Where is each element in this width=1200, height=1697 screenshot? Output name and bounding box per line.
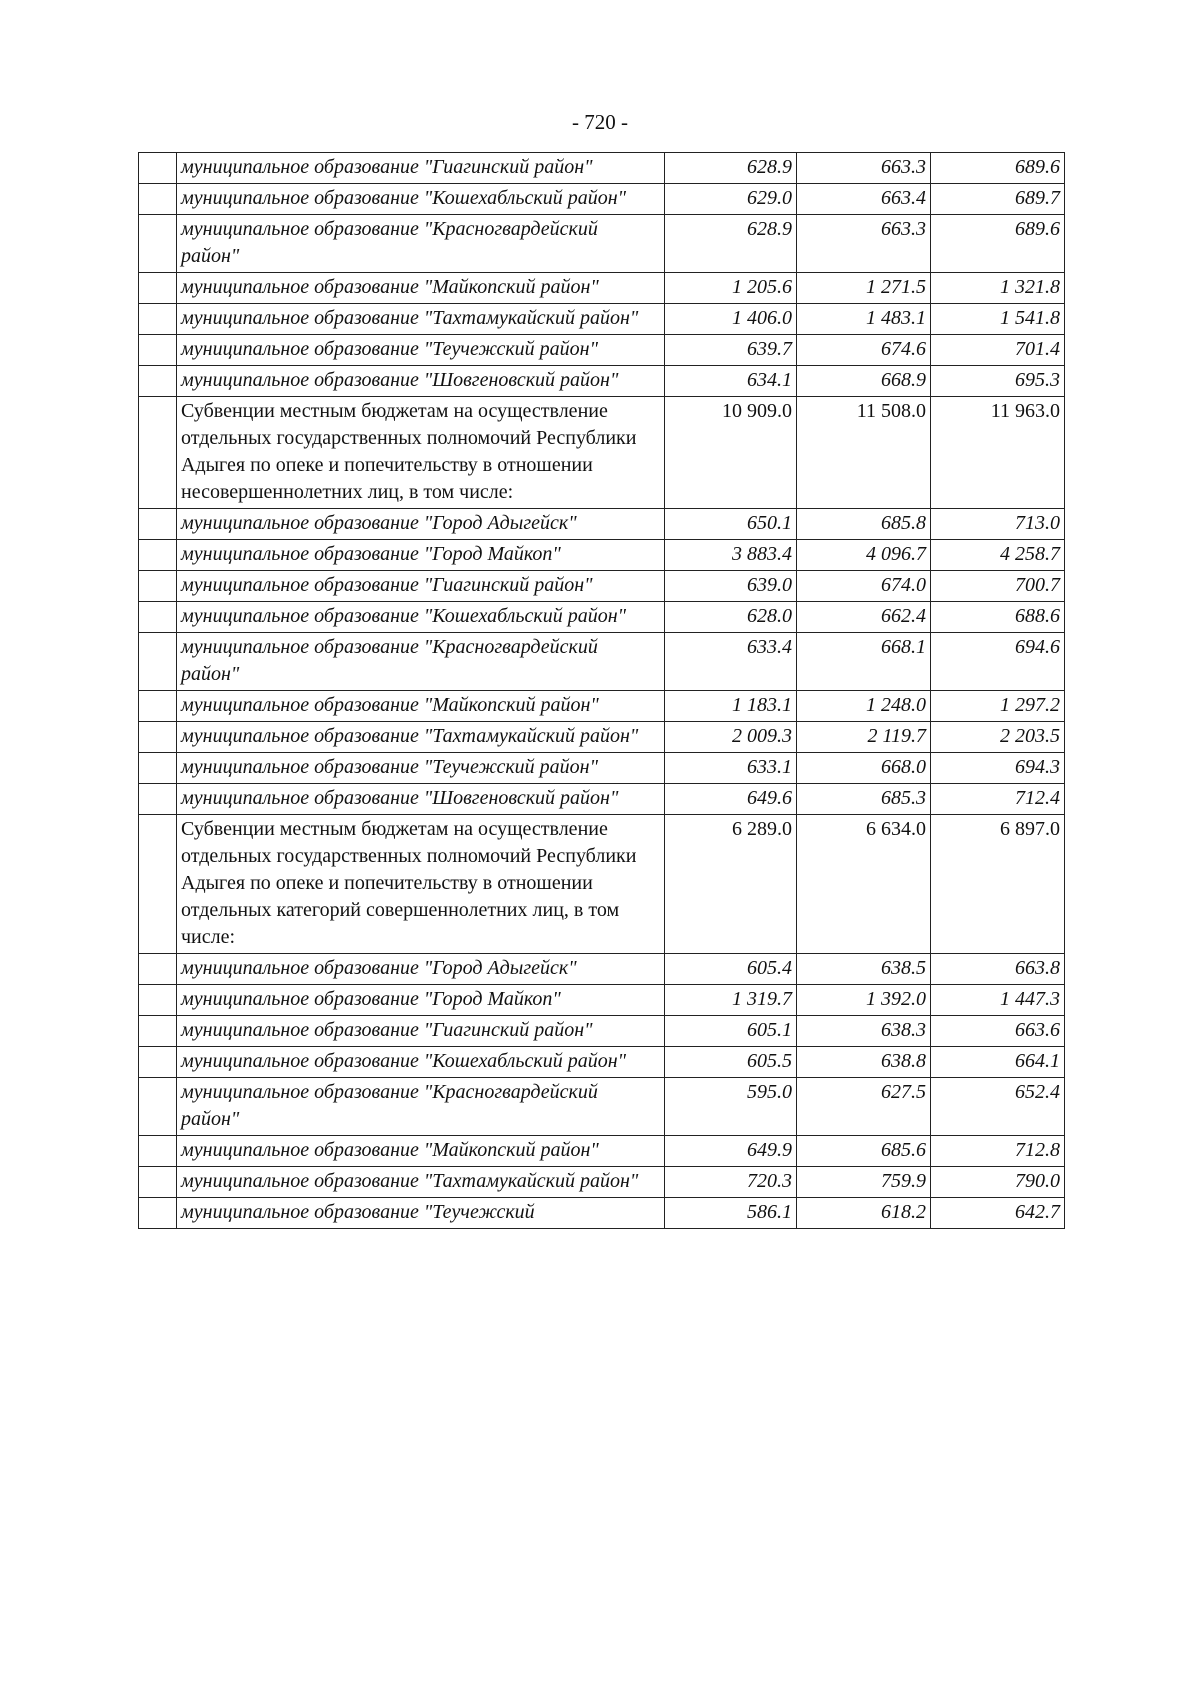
row-index-cell bbox=[139, 722, 177, 753]
municipality-name-cell: муниципальное образование "Кошехабльский район" bbox=[177, 184, 665, 215]
table-row-subvention-total bbox=[139, 397, 1065, 509]
row-index-cell bbox=[139, 691, 177, 722]
municipality-name-cell: муниципальное образование "Гиагинский район" bbox=[177, 571, 665, 602]
value-cell-year-1: 628.9 bbox=[665, 215, 797, 273]
value-cell-year-3: 790.0 bbox=[931, 1167, 1065, 1198]
value-cell-year-2: 618.2 bbox=[797, 1198, 931, 1229]
value-cell-year-3: 1 321.8 bbox=[931, 273, 1065, 304]
row-index-cell bbox=[139, 784, 177, 815]
value-cell-year-2: 668.1 bbox=[797, 633, 931, 691]
row-index-cell bbox=[139, 273, 177, 304]
table-row bbox=[139, 509, 1065, 540]
table-body bbox=[139, 153, 1065, 1229]
value-cell-year-2: 4 096.7 bbox=[797, 540, 931, 571]
table-row-subvention-total bbox=[139, 815, 1065, 954]
value-cell-year-1: 586.1 bbox=[665, 1198, 797, 1229]
value-cell-year-3: 694.3 bbox=[931, 753, 1065, 784]
value-cell-year-2: 638.5 bbox=[797, 954, 931, 985]
row-index-cell bbox=[139, 304, 177, 335]
value-cell-year-3: 663.6 bbox=[931, 1016, 1065, 1047]
value-cell-year-3: 689.7 bbox=[931, 184, 1065, 215]
table-row bbox=[139, 954, 1065, 985]
row-index-cell bbox=[139, 633, 177, 691]
value-cell-year-3: 701.4 bbox=[931, 335, 1065, 366]
value-cell-year-2: 663.4 bbox=[797, 184, 931, 215]
value-cell-year-2: 1 271.5 bbox=[797, 273, 931, 304]
value-cell-year-1: 605.5 bbox=[665, 1047, 797, 1078]
value-cell-year-1: 649.9 bbox=[665, 1136, 797, 1167]
table-row bbox=[139, 633, 1065, 691]
value-cell-year-2: 685.3 bbox=[797, 784, 931, 815]
table-row bbox=[139, 691, 1065, 722]
value-cell-year-1: 629.0 bbox=[665, 184, 797, 215]
municipality-name-cell: муниципальное образование "Город Майкоп" bbox=[177, 985, 665, 1016]
row-index-cell bbox=[139, 397, 177, 509]
subvention-name-cell: Субвенции местным бюджетам на осуществление отдельных государственных полномочий Республики Адыгея по опеке и попечительству в отношении отдельных категорий совершеннолетних лиц, в том числе: bbox=[177, 815, 665, 954]
table-row bbox=[139, 1167, 1065, 1198]
table-row bbox=[139, 571, 1065, 602]
table-row bbox=[139, 366, 1065, 397]
value-cell-year-2: 1 392.0 bbox=[797, 985, 931, 1016]
value-cell-year-2: 663.3 bbox=[797, 215, 931, 273]
municipality-name-cell: муниципальное образование "Майкопский район" bbox=[177, 691, 665, 722]
row-index-cell bbox=[139, 153, 177, 184]
value-cell-year-3: 4 258.7 bbox=[931, 540, 1065, 571]
municipality-name-cell: муниципальное образование "Красногвардейский район" bbox=[177, 633, 665, 691]
value-cell-year-1: 1 406.0 bbox=[665, 304, 797, 335]
value-cell-year-3: 694.6 bbox=[931, 633, 1065, 691]
row-index-cell bbox=[139, 540, 177, 571]
value-cell-year-1: 1 319.7 bbox=[665, 985, 797, 1016]
municipality-name-cell: муниципальное образование "Кошехабльский район" bbox=[177, 1047, 665, 1078]
municipality-name-cell: муниципальное образование "Теучежский район" bbox=[177, 753, 665, 784]
value-cell-year-1: 639.7 bbox=[665, 335, 797, 366]
value-cell-year-1: 650.1 bbox=[665, 509, 797, 540]
value-cell-year-3: 664.1 bbox=[931, 1047, 1065, 1078]
municipality-name-cell: муниципальное образование "Кошехабльский район" bbox=[177, 602, 665, 633]
municipality-name-cell: муниципальное образование "Шовгеновский район" bbox=[177, 366, 665, 397]
value-cell-year-1: 2 009.3 bbox=[665, 722, 797, 753]
value-cell-year-3: 652.4 bbox=[931, 1078, 1065, 1136]
table-row bbox=[139, 753, 1065, 784]
row-index-cell bbox=[139, 366, 177, 397]
value-cell-year-1: 595.0 bbox=[665, 1078, 797, 1136]
row-index-cell bbox=[139, 602, 177, 633]
municipality-name-cell: муниципальное образование "Майкопский район" bbox=[177, 273, 665, 304]
value-cell-year-2: 11 508.0 bbox=[797, 397, 931, 509]
value-cell-year-1: 1 183.1 bbox=[665, 691, 797, 722]
value-cell-year-1: 633.1 bbox=[665, 753, 797, 784]
municipality-name-cell: муниципальное образование "Тахтамукайский район" bbox=[177, 722, 665, 753]
value-cell-year-1: 633.4 bbox=[665, 633, 797, 691]
row-index-cell bbox=[139, 753, 177, 784]
table-row bbox=[139, 985, 1065, 1016]
value-cell-year-3: 689.6 bbox=[931, 153, 1065, 184]
value-cell-year-2: 1 248.0 bbox=[797, 691, 931, 722]
value-cell-year-2: 674.6 bbox=[797, 335, 931, 366]
value-cell-year-3: 689.6 bbox=[931, 215, 1065, 273]
municipality-name-cell: муниципальное образование "Город Адыгейск" bbox=[177, 509, 665, 540]
row-index-cell bbox=[139, 509, 177, 540]
row-index-cell bbox=[139, 1167, 177, 1198]
value-cell-year-3: 663.8 bbox=[931, 954, 1065, 985]
value-cell-year-2: 662.4 bbox=[797, 602, 931, 633]
value-cell-year-2: 685.8 bbox=[797, 509, 931, 540]
municipality-name-cell: муниципальное образование "Красногвардейский район" bbox=[177, 215, 665, 273]
value-cell-year-2: 668.9 bbox=[797, 366, 931, 397]
value-cell-year-2: 663.3 bbox=[797, 153, 931, 184]
value-cell-year-2: 2 119.7 bbox=[797, 722, 931, 753]
value-cell-year-3: 688.6 bbox=[931, 602, 1065, 633]
row-index-cell bbox=[139, 571, 177, 602]
value-cell-year-3: 1 447.3 bbox=[931, 985, 1065, 1016]
value-cell-year-1: 10 909.0 bbox=[665, 397, 797, 509]
value-cell-year-3: 712.8 bbox=[931, 1136, 1065, 1167]
value-cell-year-3: 642.7 bbox=[931, 1198, 1065, 1229]
value-cell-year-3: 11 963.0 bbox=[931, 397, 1065, 509]
value-cell-year-3: 713.0 bbox=[931, 509, 1065, 540]
municipality-name-cell: муниципальное образование "Красногвардейский район" bbox=[177, 1078, 665, 1136]
municipality-name-cell: муниципальное образование "Город Адыгейск" bbox=[177, 954, 665, 985]
municipality-name-cell: муниципальное образование "Теучежский район" bbox=[177, 335, 665, 366]
value-cell-year-3: 1 541.8 bbox=[931, 304, 1065, 335]
row-index-cell bbox=[139, 335, 177, 366]
row-index-cell bbox=[139, 815, 177, 954]
table-row bbox=[139, 184, 1065, 215]
municipality-name-cell: муниципальное образование "Гиагинский район" bbox=[177, 153, 665, 184]
row-index-cell bbox=[139, 215, 177, 273]
row-index-cell bbox=[139, 1078, 177, 1136]
row-index-cell bbox=[139, 954, 177, 985]
value-cell-year-1: 720.3 bbox=[665, 1167, 797, 1198]
municipality-name-cell: муниципальное образование "Майкопский район" bbox=[177, 1136, 665, 1167]
value-cell-year-2: 685.6 bbox=[797, 1136, 931, 1167]
table-row bbox=[139, 215, 1065, 273]
table-row bbox=[139, 784, 1065, 815]
value-cell-year-1: 634.1 bbox=[665, 366, 797, 397]
municipality-name-cell: муниципальное образование "Тахтамукайский район" bbox=[177, 304, 665, 335]
row-index-cell bbox=[139, 1198, 177, 1229]
row-index-cell bbox=[139, 1016, 177, 1047]
page-number: - 720 - bbox=[572, 110, 628, 134]
table-row bbox=[139, 540, 1065, 571]
value-cell-year-3: 6 897.0 bbox=[931, 815, 1065, 954]
value-cell-year-1: 1 205.6 bbox=[665, 273, 797, 304]
table-row bbox=[139, 1198, 1065, 1229]
value-cell-year-3: 695.3 bbox=[931, 366, 1065, 397]
row-index-cell bbox=[139, 1047, 177, 1078]
value-cell-year-2: 638.8 bbox=[797, 1047, 931, 1078]
value-cell-year-2: 759.9 bbox=[797, 1167, 931, 1198]
value-cell-year-2: 638.3 bbox=[797, 1016, 931, 1047]
municipality-name-cell: муниципальное образование "Гиагинский район" bbox=[177, 1016, 665, 1047]
budget-table bbox=[138, 152, 1065, 1229]
table-row bbox=[139, 335, 1065, 366]
value-cell-year-3: 700.7 bbox=[931, 571, 1065, 602]
table-row bbox=[139, 602, 1065, 633]
row-index-cell bbox=[139, 184, 177, 215]
value-cell-year-2: 674.0 bbox=[797, 571, 931, 602]
value-cell-year-1: 628.0 bbox=[665, 602, 797, 633]
municipality-name-cell: муниципальное образование "Город Майкоп" bbox=[177, 540, 665, 571]
municipality-name-cell: муниципальное образование "Шовгеновский район" bbox=[177, 784, 665, 815]
table-row bbox=[139, 1016, 1065, 1047]
table-row bbox=[139, 304, 1065, 335]
value-cell-year-2: 6 634.0 bbox=[797, 815, 931, 954]
value-cell-year-1: 628.9 bbox=[665, 153, 797, 184]
value-cell-year-2: 627.5 bbox=[797, 1078, 931, 1136]
value-cell-year-3: 712.4 bbox=[931, 784, 1065, 815]
municipality-name-cell: муниципальное образование "Теучежский bbox=[177, 1198, 665, 1229]
value-cell-year-2: 1 483.1 bbox=[797, 304, 931, 335]
value-cell-year-1: 639.0 bbox=[665, 571, 797, 602]
value-cell-year-3: 2 203.5 bbox=[931, 722, 1065, 753]
value-cell-year-1: 6 289.0 bbox=[665, 815, 797, 954]
value-cell-year-3: 1 297.2 bbox=[931, 691, 1065, 722]
table-row bbox=[139, 1047, 1065, 1078]
table-row bbox=[139, 1078, 1065, 1136]
municipality-name-cell: муниципальное образование "Тахтамукайский район" bbox=[177, 1167, 665, 1198]
subvention-name-cell: Субвенции местным бюджетам на осуществление отдельных государственных полномочий Республики Адыгея по опеке и попечительству в отношении несовершеннолетних лиц, в том числе: bbox=[177, 397, 665, 509]
table-row bbox=[139, 1136, 1065, 1167]
value-cell-year-1: 3 883.4 bbox=[665, 540, 797, 571]
table-row bbox=[139, 273, 1065, 304]
value-cell-year-1: 649.6 bbox=[665, 784, 797, 815]
row-index-cell bbox=[139, 1136, 177, 1167]
table-row bbox=[139, 153, 1065, 184]
value-cell-year-1: 605.1 bbox=[665, 1016, 797, 1047]
value-cell-year-2: 668.0 bbox=[797, 753, 931, 784]
value-cell-year-1: 605.4 bbox=[665, 954, 797, 985]
row-index-cell bbox=[139, 985, 177, 1016]
table-row bbox=[139, 722, 1065, 753]
